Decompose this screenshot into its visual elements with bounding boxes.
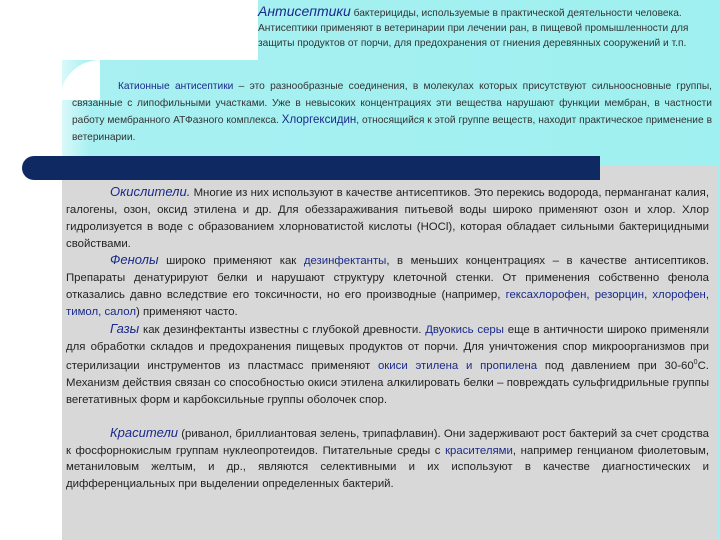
phenol-derivatives: гексахлорофен, резорцин, хлорофен, тимол, салол bbox=[66, 289, 709, 318]
antiseptics-term: Антисептики bbox=[258, 3, 351, 19]
gases-paragraph bbox=[66, 321, 709, 409]
sulfur-dioxide-term: Двуокись серы bbox=[425, 323, 504, 336]
top-left-margin bbox=[0, 0, 258, 60]
cationic-text-2: , относящийся к этой группе веществ, находит практическое применение в ветеринарии. bbox=[72, 115, 712, 143]
dyes-term: Красители bbox=[110, 424, 179, 440]
chlorhexidine-term: Хлоргексидин bbox=[281, 114, 357, 126]
degree-superscript: 0 bbox=[693, 359, 698, 367]
gases-text-1: как дезинфектанты известны с глубокой древности. bbox=[139, 323, 426, 336]
gases-text-4: С. Механизм действия связан со способностью окиси этилена алкилировать белки – повреждать сульфгидрильные группы вегетативных форм и карбоксильные группы оболочек спор. bbox=[66, 360, 709, 406]
dyes-text-1: (риванол, бриллиантовая зелень, трипафлавин). Они задерживают рост бактерий за счет сродства к фосфорнокислым группам нуклеопротеидов. Питательные среды с bbox=[66, 427, 709, 457]
cationic-text-1: – это разнообразные соединения, в молекулах которых присутствуют сильноосновные группы, связанные с липофильными участками. Уже в невысоких концентрациях эти вещества нарушают функции мембран, в частности работу мембранного АТФазного комплекса. bbox=[72, 81, 712, 126]
oxidizers-term: Окислители. bbox=[110, 184, 191, 199]
phenols-text-3: ) применяют часто. bbox=[136, 305, 238, 318]
phenols-paragraph bbox=[66, 252, 709, 320]
ethylene-oxide-term: окиси этилена и пропилена bbox=[377, 360, 538, 373]
phenols-term: Фенолы bbox=[110, 252, 159, 268]
intro-text: бактерициды, используемые в практической деятельности человека. Антисептики применяют в ветеринарии при лечении ран, в пищевой промышленности для защиты продуктов от порчи, для предохранения от гниения деревянных сооружений и т.п. bbox=[258, 8, 689, 49]
dyes-text-2: , например генцианом фиолетовым, метаниловым желтым, и др., являются селективными и их используют в качестве диагностических и дифференциальных при выделении определенных бактерий. bbox=[66, 444, 709, 491]
gases-term: Газы bbox=[110, 320, 140, 336]
phenols-text-1: широко применяют как bbox=[158, 255, 304, 268]
gases-text-3: под давлением при 30-60 bbox=[537, 360, 694, 373]
divider-bar bbox=[22, 156, 600, 180]
dyes-paragraph bbox=[66, 425, 709, 493]
left-margin bbox=[0, 0, 62, 540]
phenols-text-2: , в меньших концентрациях – в качестве антисептиков. Препараты денатурируют белки и нарушают структуру клеточной стенки. От применения собственно фенола отказались давно вследствие его токсичности, но его производные (например, bbox=[66, 255, 709, 302]
main-content bbox=[66, 184, 709, 493]
cationic-term: Катионные антисептики bbox=[118, 81, 234, 92]
disinfectants-term: дезинфектанты bbox=[303, 255, 387, 268]
intro-paragraph bbox=[258, 4, 714, 51]
cationic-paragraph bbox=[72, 78, 712, 146]
gases-text-2: еще в античности широко применяли для обработки складов и предохранения пищевых продуктов от порчи. Для уничтожения спор микроорганизмов при стерилизации инструментов из пластмасс применяют bbox=[66, 323, 710, 373]
oxidizers-paragraph bbox=[66, 184, 709, 252]
oxidizers-text: Многие из них используют в качестве антисептиков. Это перекись водорода, перманганат калия, галогены, озон, оксид этилена и др. Для обеззараживания питьевой воды широко применяют озон и хлор. Хлор гидролизуется в воде с образованием хлорноватистой кислоты (HOCl), которая обладает сильными бактерицидными свойствами. bbox=[66, 187, 709, 250]
paragraph-gap bbox=[66, 409, 709, 425]
dyes-highlight: красителями bbox=[445, 444, 513, 457]
